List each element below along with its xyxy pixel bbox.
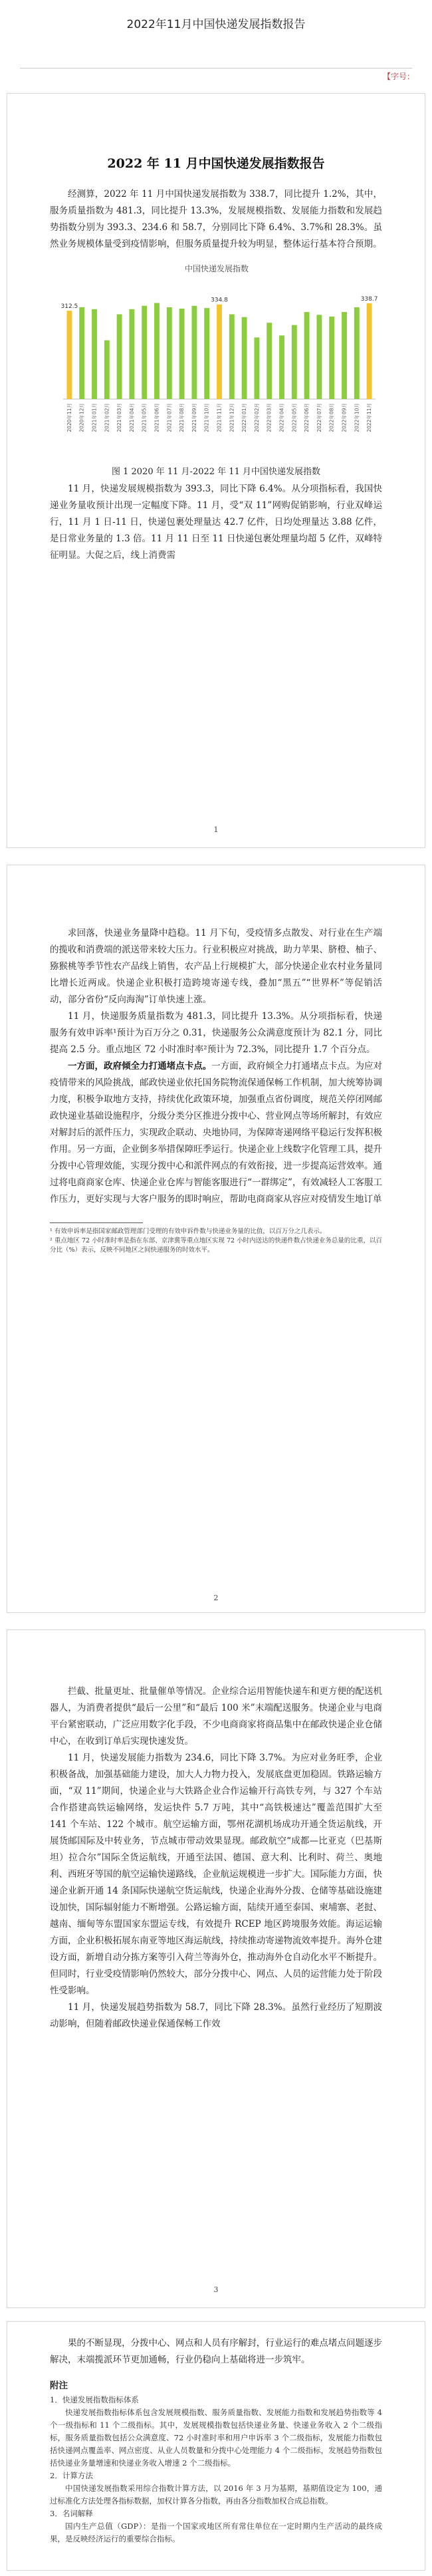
chart-container — [50, 259, 382, 459]
express-index-bar-chart — [50, 259, 383, 459]
paragraph: 11 月，快递发展规模指数为 393.3，同比下降 6.4%。从分项指标看，我国快递业务量收预计出现一定幅度下降。11 月，受“双 11”网购促销影响，行业双峰运行，11 月 1 日-11 日，快递包裹处理量达 42.7 亿件，日均处理量达 3.88 亿件，是日常业务量的 1.3 倍。11 月 11 日至 11 日快递包裹处理量均超 5 亿件，双峰特征明显。大促之后，线上消费需 — [50, 484, 382, 561]
x-tick-label: 2021年08月 — [179, 403, 185, 432]
appendix-heading: 1．快递发展指数指标体系 — [50, 2395, 139, 2404]
document-page-3 — [7, 1630, 425, 2308]
appendix-heading: 2．计算方法 — [50, 2471, 93, 2480]
paragraph: 果的不断显现，分拨中心、网点和人员有序解封，行业运行的难点堵点问题逐步解决，末端揽派环节更加通畅，行业仍稳向上基础将进一步筑牢。 — [50, 2338, 382, 2365]
x-tick-label: 2022年03月 — [266, 403, 272, 432]
x-tick-label: 2021年12月 — [229, 403, 235, 432]
appendix-heading: 3．名词解释 — [50, 2509, 93, 2518]
font-size-control[interactable]: 【字号： — [382, 72, 415, 81]
chart-bar — [229, 315, 235, 400]
page-number: 1 — [213, 825, 219, 834]
page-number: 3 — [213, 2285, 219, 2294]
x-tick-label: 2021年07月 — [166, 403, 173, 432]
paragraph — [7, 1058, 425, 1208]
document-page-1 — [7, 93, 425, 848]
x-tick-label: 2022年05月 — [291, 403, 298, 432]
chart-bar — [242, 317, 247, 399]
chart-bar — [66, 311, 72, 399]
paragraph: 11 月，快递服务质量指数为 481.3，同比提升 13.3%。从分项指标看，快递服务有效申诉率¹预计为百万分之 0.31，快递服务公众满意度预计为 82.1 分，同比提高 2.5 分。重点地区 72 小时准时率²预计为 72.3%，同比提升 1.7 个百分点。 — [50, 1011, 382, 1055]
footnote: ² 重点地区 72 小时准时率是指在东部、京津冀等重点地区实现 72 小时内送达的快递件数占快递业务总量的比重，以百分比（%）表示，反映不同地区之间快递服务的时效水平。 — [50, 1237, 382, 1254]
chart-bar — [254, 337, 259, 399]
emphasis-text: 一方面，政府倾全力打通堵点卡点。 — [68, 1061, 212, 1072]
document-title: 2022 年 11 月中国快递发展指数报告 — [107, 156, 325, 171]
chart-title: 中国快递发展指数 — [184, 264, 249, 273]
document-page-4 — [7, 2321, 425, 2571]
chart-bar — [316, 315, 322, 399]
x-tick-label: 2022年07月 — [316, 403, 322, 432]
chart-bar — [179, 309, 185, 399]
footnote-divider — [50, 1222, 143, 1223]
x-tick-label: 2021年03月 — [116, 403, 123, 432]
x-tick-label: 2020年11月 — [66, 403, 72, 432]
chart-bar — [79, 307, 84, 399]
x-tick-label: 2022年04月 — [278, 403, 285, 432]
site-title: 2022年11月中国快递发展指数报告 — [126, 18, 306, 31]
x-tick-label: 2021年04月 — [128, 403, 135, 432]
chart-bar — [367, 303, 372, 399]
header-divider — [20, 68, 412, 69]
x-tick-label: 2021年06月 — [154, 403, 160, 432]
paragraph-text: 一方面，政府倾全力打通堵点卡点。为应对疫情带来的风险挑战，邮政快递业依托国务院物流保通保畅工作机制，加大统筹协调力度，积极争取地方支持，持续优化政策环境，加强重点省份调度，规范关停闭网邮政快递业基础设施程序，分级分类分区推进分拨中心、营业网点等场所解封，有效应对解封后的派件压力，实现政企联动、央地协同，为保障寄递网络平稳运行发挥积极作用。另一方面，企业倒多举措保障旺季运行。快递企业上线数字化管理工具，提升分拨中心管理效能，实现分拨中心和派件网点的有效衔接，进一步提高运营效率。通过将电商商家仓库、快递企业仓库与智能客服进行“一群绑定”，有效减轻人工客服工作压力，更好实现与大客户服务的即时响应，帮助电商商家从容应对疫情发生地订单 — [50, 1061, 383, 1205]
x-tick-label: 2022年06月 — [304, 403, 310, 432]
chart-bar — [267, 323, 272, 399]
chart-bar — [191, 306, 197, 399]
chart-bar — [104, 341, 110, 399]
paragraph: 求回落，快递业务量降中趋稳。11 月下旬，受疫情多点散发、对行业在生产端的揽收和消费端的派送带来较大压力。行业积极应对挑战，助力苹果、脐橙、柚子、猕猴桃等季节性农产品线上销售，农产品上行规模扩大，部分快递企业农村业务量同比增长近两成。快递企业积极打造跨境寄递专线，叠加“黑五”“世界杯”等促销活动，部分省份“反向海淘”订单快速上涨。 — [50, 928, 382, 1005]
x-tick-label: 2022年10月 — [354, 403, 360, 432]
appendix-paragraph: 中国快递发展指数采用综合指数计算方法，以 2016 年 3 月为基期，基期值设定为 100，通过标准化方法处理各指标数据，加权计算各分指数，再由各分指数加权合成总指数。 — [50, 2484, 382, 2505]
chart-bar — [204, 308, 209, 399]
paragraph: 11 月，快递发展能力指数为 234.6，同比下降 3.7%。为应对业务旺季，企业积极备战，加强基础能力建设，加大人力物力投入，发展底盘更加稳固。铁路运输方面，“双 11”期间，快递企业与大铁路企业合作运输开行高铁专列，与 327 个车站合作搭建高铁运输网络，发运快件 5.7 万吨，其中“高铁极速达”覆盖范围扩大至 141 个车站、122 个城市。航空运输方面，鄂州花湖机场成功开通全货运航线，开展货邮国际及中转业务，节点城市带动效果显现。邮政航空“成都—比亚克（巴基斯坦）拉合尔”国际全货运航线，开通至法国、德国、意大利、比利时、荷兰、奥地利、西班牙等国的航空运输快递路线，企业航运规模进一步扩大。国际能力方面，快递企业新开通 14 条国际快递航空货运航线，快递企业海外分拨、仓储等基础设施建设加快，国际辐射能力不断增强。公路运输方面，陆续开通至泰国、柬埔寨、老挝、越南、缅甸等东盟国家东盟运专线，有效提升 RCEP 地区跨境服务效能。海运运输方面，企业积极拓展东南亚等地区海运航线，持续推动寄递物流效率提升。海外仓建设方面，新增自动分拣方案等引入荷兰等海外仓，推动海外仓自动化水平不断提升。但同时，行业受疫情影响仍然较大，部分分拨中心、网点、人员的运营能力处于阶段性受影响。 — [50, 1753, 382, 1996]
chart-bar — [354, 307, 360, 399]
chart-bar — [329, 317, 334, 399]
site-header — [0, 0, 432, 57]
x-tick-label: 2022年11月 — [366, 403, 373, 432]
x-tick-label: 2022年01月 — [241, 403, 248, 432]
figure-caption: 图 1 2020 年 11 月-2022 年 11 月中国快递发展指数 — [112, 467, 320, 477]
footnote: ¹ 有效申诉率是指国家邮政管理部门受理的有效申诉件数与快递业务量的比值，以百万分之几表示。 — [50, 1228, 326, 1235]
page-number: 2 — [213, 1594, 219, 1602]
chart-bar — [279, 335, 284, 399]
x-tick-label: 2021年01月 — [91, 403, 98, 432]
chart-bar — [142, 306, 147, 399]
x-tick-label: 2020年12月 — [78, 403, 85, 432]
x-tick-label: 2021年11月 — [216, 403, 223, 432]
data-label: 334.8 — [211, 297, 228, 304]
appendix-paragraph: 快递发展指数指标体系包含发展规模指数、服务质量指数、发展能力指数和发展趋势指数等 4 个一级指标和 11 个二级指标。其中，发展规模指数包括快递业务量、快递业务收入 2 个二级指标，服务质量指数包括公众满意度、72 小时准时率和用户申诉率 3 个二级指标，发展能力指数包括快递网点覆盖率、网点密度、从业人员数量和分拨中心处理能力 4 个二级指标，发展趋势指数包括快递业务量增速和快递业务收入增速 2 个二级指标。 — [50, 2408, 382, 2468]
data-label: 312.5 — [60, 303, 78, 311]
x-tick-label: 2022年09月 — [341, 403, 348, 432]
chart-bar — [304, 312, 310, 399]
appendix-paragraph: 国内生产总值（GDP）：是指一个国家或地区所有常住单位在一定时期内生产活动的最终成果，是反映经济运行的重要综合指标。 — [50, 2521, 382, 2543]
paragraph: 拦截、批量更址、批量催单等情况。企业综合运用智能快递车和更方便的配送机器人，为消费者提供“最后一公里”和“最后 100 米”末端配送服务。快递企业与电商平台紧密联动，广泛应用数字化手段，不少电商商家将商品集中在邮政快递企业仓储中心，在收到订单后实现快速发货。 — [50, 1686, 382, 1747]
x-tick-label: 2021年10月 — [203, 403, 210, 432]
chart-bar — [117, 315, 122, 400]
appendix-title: 附注 — [50, 2380, 68, 2391]
x-tick-label: 2022年08月 — [328, 403, 335, 432]
chart-bar — [217, 305, 222, 399]
x-tick-label: 2021年09月 — [191, 403, 197, 432]
data-label: 338.7 — [360, 296, 378, 303]
x-tick-label: 2021年02月 — [104, 403, 110, 432]
chart-bar — [154, 303, 160, 400]
paragraph: 11 月，快递发展趋势指数为 58.7，同比下降 28.3%。虽然行业经历了短期波动影响，但随着邮政快递业保通保畅工作效 — [50, 2002, 382, 2029]
chart-bar — [167, 307, 172, 399]
chart-bar — [129, 309, 134, 399]
document-page-2 — [7, 865, 425, 1613]
chart-bar — [92, 309, 97, 399]
paragraph: 经测算，2022 年 11 月中国快递发展指数为 338.7，同比提升 1.2%，其中，服务质量指数为 481.3，同比提升 13.3%，发展规模指数、发展能力指数和发展趋势指数分别为 393.3、234.6 和 58.7，分别同比下降 6.4%、3.7%和 28.3%。虽然业务规模体量受到疫情影响，但服务质量提升较为明显，整体运行基本符合预期。 — [50, 189, 382, 249]
chart-bar — [342, 312, 347, 399]
x-tick-label: 2021年05月 — [141, 403, 148, 432]
chart-bar — [292, 325, 297, 399]
x-tick-label: 2022年02月 — [253, 403, 260, 432]
